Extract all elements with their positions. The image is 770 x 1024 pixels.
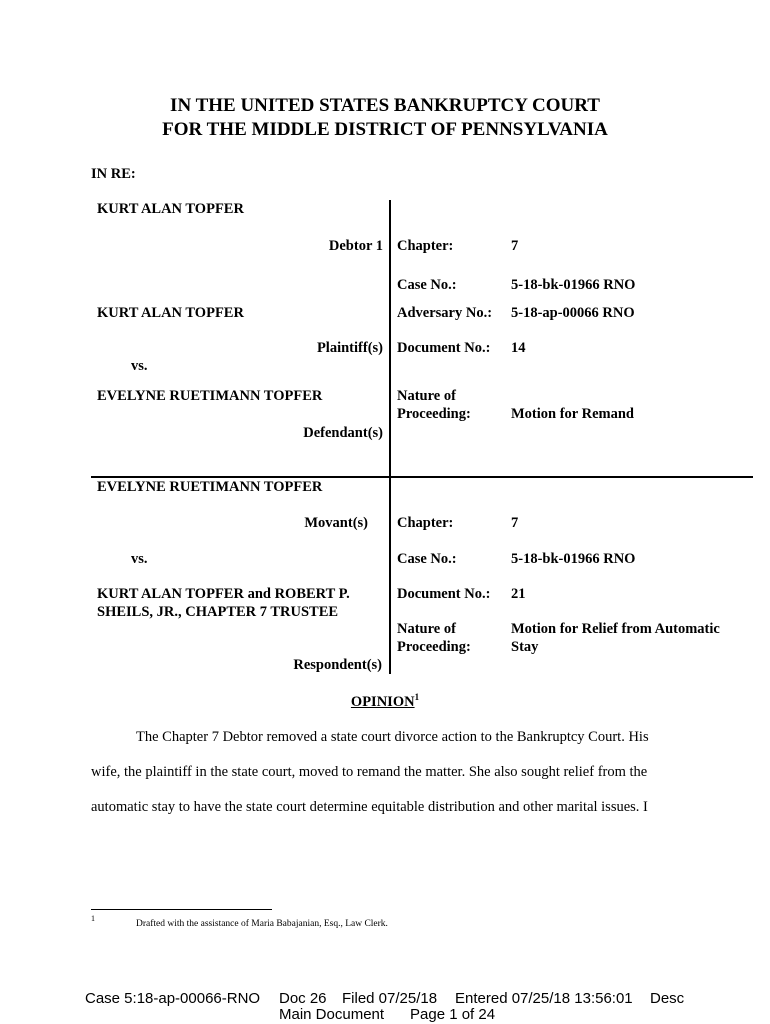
footer-main-document: Main Document bbox=[279, 1006, 385, 1023]
footer-page-number: Page 1 of 24 bbox=[410, 1006, 496, 1023]
caption-divider-horizontal bbox=[91, 476, 753, 478]
nature-label-1a: Nature of bbox=[397, 388, 456, 404]
nature-label-2a: Nature of bbox=[397, 621, 456, 637]
movant-name: EVELYNE RUETIMANN TOPFER bbox=[97, 479, 323, 495]
chapter-value-2: 7 bbox=[511, 515, 519, 531]
nature-label-2b: Proceeding: bbox=[397, 639, 471, 655]
court-title-line2: FOR THE MIDDLE DISTRICT OF PENNSYLVANIA bbox=[162, 119, 608, 140]
footer-entered-date: Entered 07/25/18 13:56:01 bbox=[455, 990, 633, 1007]
chapter-value-1: 7 bbox=[511, 238, 519, 254]
footnote-text: Drafted with the assistance of Maria Babajanian, Esq., Law Clerk. bbox=[136, 919, 388, 929]
nature-label-1b: Proceeding: bbox=[397, 406, 471, 422]
caption-divider-vertical-1 bbox=[389, 200, 391, 476]
document-label-2: Document No.: bbox=[397, 586, 491, 602]
plaintiff-role: Plaintiff(s) bbox=[316, 340, 383, 356]
adversary-value: 5-18-ap-00066 RNO bbox=[511, 305, 635, 321]
court-title-line1: IN THE UNITED STATES BANKRUPTCY COURT bbox=[170, 95, 600, 116]
case-value-1: 5-18-bk-01966 RNO bbox=[511, 277, 636, 293]
opinion-line-1: The Chapter 7 Debtor removed a state court divorce action to the Bankruptcy Court. His bbox=[136, 729, 649, 745]
debtor-name: KURT ALAN TOPFER bbox=[97, 201, 244, 217]
opinion-line-2: wife, the plaintiff in the state court, moved to remand the matter. She also sought relief from the bbox=[91, 764, 648, 780]
opinion-heading-text: OPINION bbox=[350, 693, 415, 710]
footnote-separator bbox=[91, 909, 272, 910]
footer-filed-date: Filed 07/25/18 bbox=[342, 990, 438, 1007]
document-value-2: 21 bbox=[511, 586, 526, 602]
in-re-label: IN RE: bbox=[91, 166, 136, 182]
vs-label-1: vs. bbox=[131, 358, 148, 374]
plaintiff-name: KURT ALAN TOPFER bbox=[97, 305, 244, 321]
caption-divider-vertical-2 bbox=[389, 478, 391, 674]
case-value-2: 5-18-bk-01966 RNO bbox=[511, 551, 636, 567]
defendant-name: EVELYNE RUETIMANN TOPFER bbox=[97, 388, 323, 404]
footnote-number: 1 bbox=[91, 914, 95, 923]
chapter-label-1: Chapter: bbox=[397, 238, 454, 254]
opinion-line-3: automatic stay to have the state court determine equitable distribution and other marital issues. I bbox=[91, 799, 648, 815]
case-label-2: Case No.: bbox=[397, 551, 457, 567]
respondent-name-line1: KURT ALAN TOPFER and ROBERT P. bbox=[97, 586, 350, 602]
debtor-role: Debtor 1 bbox=[328, 238, 383, 254]
footnote-reference: 1 bbox=[414, 692, 420, 702]
vs-label-2: vs. bbox=[131, 551, 148, 567]
respondent-role: Respondent(s) bbox=[293, 657, 382, 673]
defendant-role: Defendant(s) bbox=[303, 425, 383, 441]
nature-value-2a: Motion for Relief from Automatic bbox=[511, 621, 720, 637]
document-label-1: Document No.: bbox=[397, 340, 491, 356]
movant-role: Movant(s) bbox=[304, 515, 368, 531]
respondent-name-line2: SHEILS, JR., CHAPTER 7 TRUSTEE bbox=[97, 604, 339, 620]
case-label-1: Case No.: bbox=[397, 277, 457, 293]
opinion-heading bbox=[0, 692, 770, 711]
footer-doc-number: Doc 26 bbox=[279, 990, 327, 1007]
nature-value-2b: Stay bbox=[511, 639, 539, 655]
adversary-label: Adversary No.: bbox=[397, 305, 493, 321]
document-value-1: 14 bbox=[511, 340, 526, 356]
footer-desc: Desc bbox=[650, 990, 685, 1007]
footer-case-number: Case 5:18-ap-00066-RNO bbox=[85, 990, 261, 1007]
chapter-label-2: Chapter: bbox=[397, 515, 454, 531]
nature-value-1: Motion for Remand bbox=[511, 406, 634, 422]
